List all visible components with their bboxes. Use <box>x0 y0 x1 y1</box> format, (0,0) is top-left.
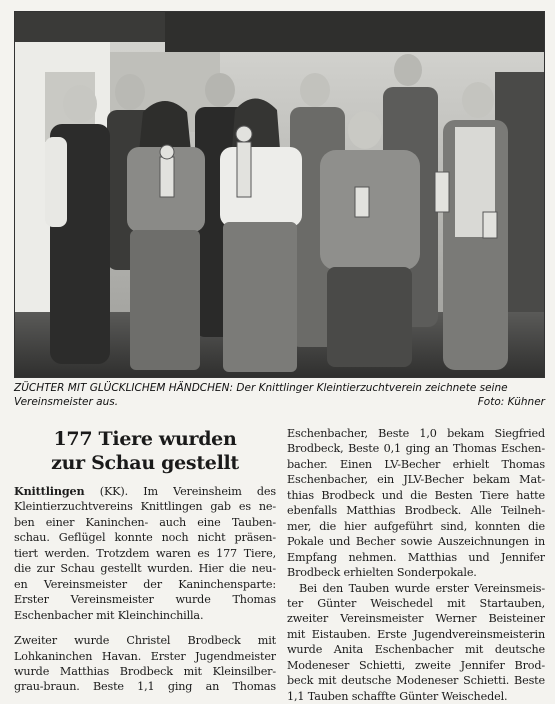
article-line: tiert werden. Trotzdem waren es 177 Tiere, <box>14 546 276 560</box>
article-line: mer, die hier aufgeführt sind, konnten die <box>287 519 545 533</box>
caption-text-1: Der Knittlinger Kleintierzuchtverein zeichnete seine <box>236 382 508 394</box>
article-column-right <box>287 426 545 704</box>
caption-text-2: Vereinsmeister aus. <box>14 396 119 408</box>
article-line: Pokale und Becher sowie Auszeichnungen in <box>287 535 545 549</box>
article-line: Bei den Tauben wurde erster Vereinsmeis- <box>299 581 545 595</box>
article-line: mit Eistauben. Erste Jugendvereinsmeisterin <box>287 627 545 641</box>
article-headline <box>14 427 276 475</box>
article-line: Zweiter wurde Christel Brodbeck mit <box>14 634 276 648</box>
article-line: ben einer Kaninchen- auch eine Tauben- <box>14 515 276 529</box>
article-line: Eschenbacher, Beste 1,0 bekam Siegfried <box>287 427 545 440</box>
article-line: die zur Schau gestellt wurden. Hier die neu- <box>14 562 276 576</box>
article-dateline: Knittlingen <box>14 484 85 498</box>
article-line: ter Günter Weischedel mit Startauben, <box>287 596 545 610</box>
article-line: 1,1 Tauben schaffte Günter Weischedel. <box>287 689 508 703</box>
article-line: Erster Vereinsmeister wurde Thomas <box>14 593 276 607</box>
photo-credit: Foto: Kühner <box>477 396 545 408</box>
article-line: Brodbeck, Beste 0,1 ging an Thomas Eschen- <box>287 442 545 456</box>
article-line: wurde Matthias Brodbeck mit Kleinsilber- <box>14 664 276 678</box>
article-line: grau-braun. Beste 1,1 ging an Thomas <box>14 680 276 694</box>
article-line: Eschenbacher, ein JLV-Becher bekam Mat- <box>287 473 545 487</box>
article-column-left <box>14 484 276 695</box>
caption-line-2 <box>14 395 545 409</box>
article-line: en Vereinsmeister der Kaninchensparte: <box>14 577 276 591</box>
article-line-text: (KK). Im Vereinsheim des <box>84 485 276 498</box>
article-line: beck mit deutsche Modeneser Schietti. Beste <box>287 674 545 688</box>
headline-line-1: 177 Tiere wurden <box>53 428 237 450</box>
headline-line-2: zur Schau gestellt <box>51 452 239 474</box>
caption-line-1 <box>14 381 545 395</box>
group-photo-illustration <box>15 12 545 378</box>
article-line: wurde Anita Eschenbacher mit deutsche <box>287 643 545 657</box>
article-line: Eschenbacher mit Kleinchinchilla. <box>14 608 204 622</box>
caption-title: ZÜCHTER MIT GLÜCKLICHEM HÄNDCHEN: <box>14 382 234 394</box>
article-line: zweiter Vereinsmeister Werner Beisteiner <box>287 612 545 626</box>
article-line: Brodbeck erhielten Sonderpokale. <box>287 566 477 580</box>
article-line: thias Brodbeck und die Besten Tiere hatte <box>287 488 545 502</box>
article-line: ebenfalls Matthias Brodbeck. Alle Teilneh- <box>287 504 545 518</box>
article-line: Kleintierzuchtvereins Knittlingen gab es ne- <box>14 500 276 514</box>
group-photo <box>14 11 545 378</box>
article-line: Lohkaninchen Havan. Erster Jugendmeister <box>14 649 276 663</box>
article-line: schau. Geflügel konnte noch nicht präsen- <box>14 531 276 545</box>
article-line <box>14 484 276 499</box>
article-line: bacher. Einen LV-Becher erhielt Thomas <box>287 457 545 471</box>
photo-caption <box>14 381 545 409</box>
article-line: Modeneser Schietti, zweite Jennifer Brod- <box>287 658 545 672</box>
article-line: Empfang nehmen. Matthias und Jennifer <box>287 550 545 564</box>
